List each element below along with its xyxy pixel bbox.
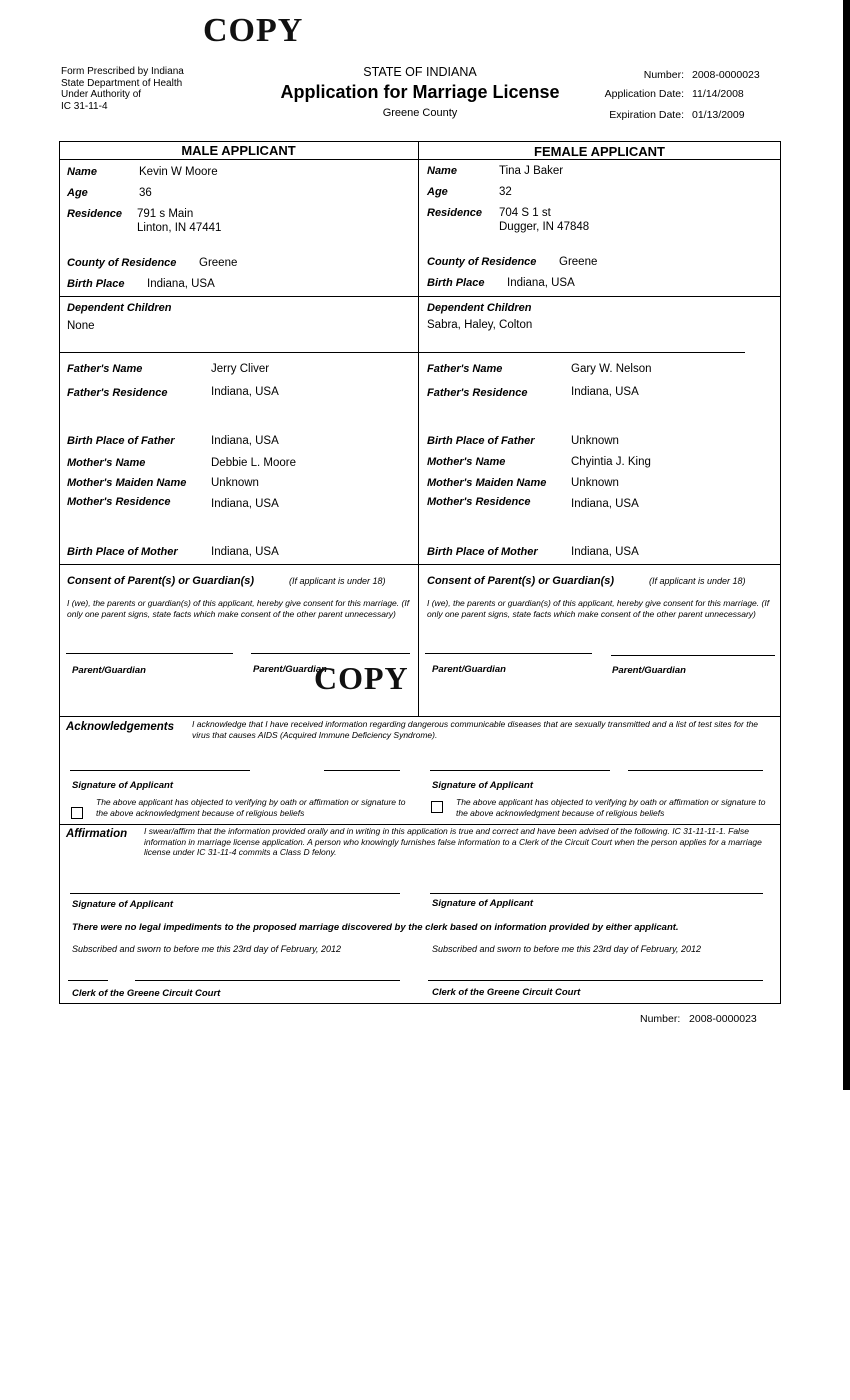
expiration-date: 01/13/2009 [692,109,745,121]
male-parent-guardian-label-2: Parent/Guardian [253,664,327,675]
rule-parents [59,564,781,565]
male-county: Greene [199,257,238,269]
female-residence-line2: Dugger, IN 47848 [499,221,590,233]
female-sworn-statement: Subscribed and sworn to before me this 23rd day of February, 2012 [432,944,701,954]
female-clerk-signature-line [428,980,763,981]
female-fathers-residence-label: Father's Residence [427,387,528,399]
state-name: STATE OF INDIANA [363,65,477,79]
female-residence-line1: 704 S 1 st [499,207,551,219]
footer-number-label: Number: [640,1013,681,1025]
male-guardian-signature-line-1 [66,653,233,654]
rule-consent [59,716,781,717]
male-clerk-signature-line-2 [135,980,400,981]
female-birth-place-label: Birth Place [427,277,485,289]
application-date-label: Application Date: [604,88,684,100]
rule-acknowledgements [59,824,781,825]
female-residence-label: Residence [427,207,483,219]
female-ack-signature-line-2 [628,770,763,771]
male-mothers-residence: Indiana, USA [211,498,279,510]
form-note-line: IC 31-11-4 [61,100,108,112]
male-objection-text: The above applicant has objected to verifying by oath or affirmation or signature to the above acknowledgment because of religious beliefs [96,797,406,818]
female-ack-signature-line-1 [430,770,610,771]
application-form [59,141,781,1004]
female-dependents-label: Dependent Children [427,302,532,314]
county-name: Greene County [382,107,458,119]
rule-dependents-male [59,352,418,353]
male-ack-signature-label: Signature of Applicant [72,780,173,791]
page-title: Application for Marriage License [280,82,560,102]
female-age-label: Age [427,186,448,198]
female-consent-note: (If applicant is under 18) [649,576,746,586]
rule-birth-place [59,296,781,297]
male-residence-line1: 791 s Main [137,208,194,220]
male-affirmation-signature-line [70,893,400,894]
female-fathers-name: Gary W. Nelson [571,363,652,375]
male-mothers-maiden: Unknown [211,477,259,489]
female-county: Greene [559,256,598,268]
female-mothers-name-label: Mother's Name [427,456,506,468]
male-objection-checkbox[interactable] [71,807,83,819]
male-ack-signature-line-1 [70,770,250,771]
acknowledgements-title: Acknowledgements [66,721,174,733]
male-mother-birth-label: Birth Place of Mother [67,546,178,558]
male-mother-birth: Indiana, USA [211,546,279,558]
application-date: 11/14/2008 [692,88,744,100]
male-guardian-signature-line-2 [251,653,410,654]
acknowledgements-text: I acknowledge that I have received information regarding dangerous communicable diseases that are sexually transmitted and a list of test sites for the virus that causes AIDS (Acquired Immune Deficiency Syndrome). [192,719,759,740]
male-clerk-label: Clerk of the Greene Circuit Court [72,988,221,999]
female-objection-checkbox[interactable] [431,801,443,813]
female-parent-guardian-label-1: Parent/Guardian [432,664,506,675]
footer-number-value: 2008-0000023 [689,1013,757,1025]
female-guardian-signature-line-1 [425,653,592,654]
affirmation-title: Affirmation [66,828,128,840]
male-affirmation-signature-label: Signature of Applicant [72,899,173,910]
male-age: 36 [139,187,152,199]
male-residence-line2: Linton, IN 47441 [137,222,222,234]
rule-dependents-female [418,352,745,353]
license-number: 2008-0000023 [692,69,760,81]
female-mother-birth: Indiana, USA [571,546,639,558]
female-mother-birth-label: Birth Place of Mother [427,546,538,558]
male-applicant-title: MALE APPLICANT [181,143,296,158]
male-mothers-residence-label: Mother's Residence [67,496,171,508]
female-consent-text: I (we), the parents or guardian(s) of this applicant, hereby give consent for this marriage. (If only one parent signs, state facts which make consent of the other parent unnecessary) [427,598,770,619]
male-father-birth-label: Birth Place of Father [67,435,175,447]
male-name: Kevin W Moore [139,166,218,178]
male-sworn-statement: Subscribed and sworn to before me this 23rd day of February, 2012 [72,944,341,954]
male-fathers-name: Jerry Cliver [211,363,270,375]
female-fathers-name-label: Father's Name [427,363,503,375]
footer-number [640,1013,757,1025]
female-affirmation-signature-line [430,893,763,894]
female-objection-text: The above applicant has objected to verifying by oath or affirmation or signature to the above acknowledgment because of religious beliefs [456,797,766,818]
female-mothers-residence-label: Mother's Residence [427,496,531,508]
copy-stamp: COPY [203,12,304,49]
male-fathers-residence: Indiana, USA [211,386,279,398]
female-consent-title: Consent of Parent(s) or Guardian(s) [427,575,615,587]
female-clerk-label: Clerk of the Greene Circuit Court [432,987,581,998]
column-divider [418,141,419,716]
female-affirmation-signature-label: Signature of Applicant [432,898,533,909]
male-birth-place: Indiana, USA [147,278,215,290]
male-clerk-signature-line-1 [68,980,108,981]
male-ack-signature-line-2 [324,770,400,771]
female-birth-place: Indiana, USA [507,277,575,289]
impediments-statement: There were no legal impediments to the proposed marriage discovered by the clerk based on information provided by either applicant. [72,922,679,933]
female-county-label: County of Residence [427,256,537,268]
female-father-birth: Unknown [571,435,619,447]
female-mothers-maiden: Unknown [571,477,619,489]
female-guardian-signature-line-2 [611,655,775,656]
section-header-rule [59,159,781,160]
male-birth-place-label: Birth Place [67,278,125,290]
male-name-label: Name [67,166,97,178]
male-fathers-residence-label: Father's Residence [67,387,168,399]
female-fathers-residence: Indiana, USA [571,386,639,398]
female-father-birth-label: Birth Place of Father [427,435,535,447]
male-consent-title: Consent of Parent(s) or Guardian(s) [67,575,255,587]
male-dependents: None [67,320,95,332]
female-name-label: Name [427,165,457,177]
form-note-line: State Department of Health [61,77,183,89]
female-age: 32 [499,186,512,198]
form-prescribed-note [61,66,184,112]
male-fathers-name-label: Father's Name [67,363,143,375]
form-note-line: Under Authority of [61,89,142,100]
male-residence-label: Residence [67,208,123,220]
male-consent-note: (If applicant is under 18) [289,576,386,586]
female-mothers-name: Chyintia J. King [571,456,651,468]
male-mothers-name-label: Mother's Name [67,457,146,469]
copy-stamp: COPY [314,660,409,696]
male-mothers-name: Debbie L. Moore [211,457,297,469]
female-applicant-title: FEMALE APPLICANT [534,144,665,159]
male-dependents-label: Dependent Children [67,302,172,314]
female-dependents: Sabra, Haley, Colton [427,319,533,331]
male-age-label: Age [67,187,88,199]
form-note-line: Form Prescribed by Indiana [61,66,184,77]
male-consent-text: I (we), the parents or guardian(s) of this applicant, hereby give consent for this marriage. (If only one parent signs, state facts which make consent of the other parent unnecessary) [67,598,410,619]
female-mothers-residence: Indiana, USA [571,498,639,510]
male-father-birth: Indiana, USA [211,435,279,447]
female-ack-signature-label: Signature of Applicant [432,780,533,791]
scan-edge [843,0,850,1090]
affirmation-text: I swear/affirm that the information provided orally and in writing in this application is true and correct and have been advised of the following. IC 31-11-11-1. False information in marriage license application. A person who knowingly furnishes false information to a Clerk of the Circuit Court when the person applies for a marriage license under IC 31-11-4 commits a Class D felony. [144,826,762,857]
female-mothers-maiden-label: Mother's Maiden Name [427,477,547,489]
expiration-date-label: Expiration Date: [609,109,684,121]
female-name: Tina J Baker [499,165,564,177]
male-parent-guardian-label-1: Parent/Guardian [72,665,146,676]
male-mothers-maiden-label: Mother's Maiden Name [67,477,187,489]
female-parent-guardian-label-2: Parent/Guardian [612,665,686,676]
number-label: Number: [643,69,684,81]
male-county-label: County of Residence [67,257,177,269]
